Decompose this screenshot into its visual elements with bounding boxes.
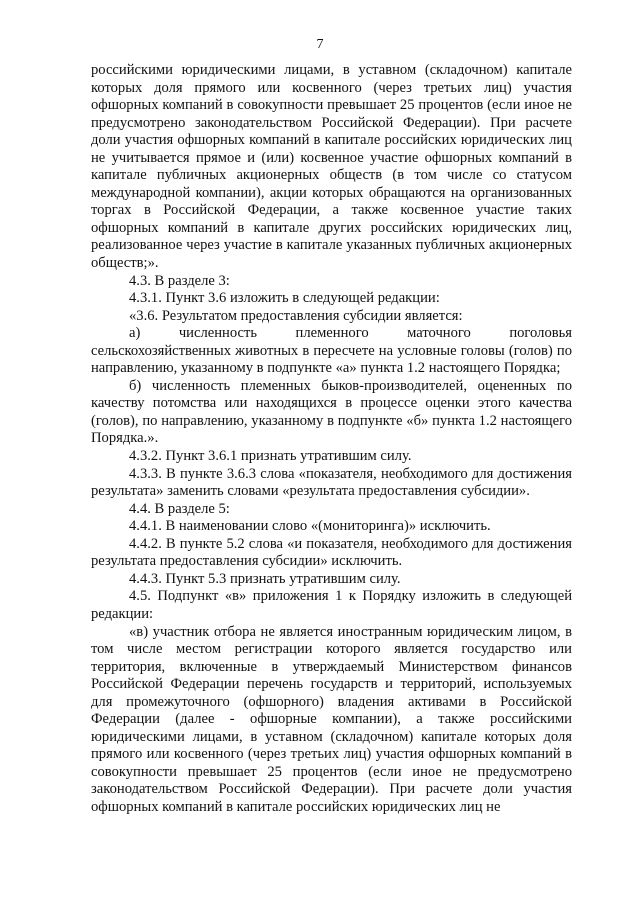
- paragraph: 4.3.3. В пункте 3.6.3 слова «показателя, необходимого для достижения результата» заменить словами «результата предоставления субсидии».: [91, 465, 572, 500]
- paragraph: 4.3. В разделе 3:: [129, 272, 230, 289]
- paragraph: б) численность племенных быков-производителей, оцененных по качеству потомства или находящихся в процессе оценки этого качества (голов), по направлению, указанному в подпункте «б» пункта 1.2 настоящего Порядка.».: [91, 377, 572, 447]
- paragraph: 4.4.1. В наименовании слово «(мониторинга)» исключить.: [129, 518, 491, 535]
- paragraph: 4.4.3. Пункт 5.3 признать утратившим силу.: [129, 570, 401, 587]
- paragraph: российскими юридическими лицами, в уставном (складочном) капитале которых доля прямого или косвенного (через третьих лиц) участия офшорных компаний в совокупности превышает 25 процентов (если иное не предусмотрено законодательством Российской Федерации). При расчете доли участия офшорных компаний в капитале российских юридических лиц не учитывается прямое и (или) косвенное участие офшорных компаний в капитале публичных акционерных обществ (в том числе со статусом международной компании), акции которых обращаются на организованных торгах в Российской Федерации, а также косвенное участие таких офшорных компаний в капитале других российских юридических лиц, реализованное через участие в капитале указанных публичных акционерных обществ;».: [91, 62, 572, 272]
- paragraph: а) численность племенного маточного поголовья сельскохозяйственных животных в пересчете на условные головы (голов) по направлению, указанному в подпункте «а» пункта 1.2 настоящего Порядка;: [91, 325, 572, 377]
- paragraph: «в) участник отбора не является иностранным юридическим лицом, в том числе местом регистрации которого является государство или территория, включенные в утверждаемый Министерством финансов Российской Федерации перечень государств и территорий, используемых для промежуточного (офшорного) владения активами в Российской Федерации (далее - офшорные компании), а также российскими юридическими лицами, в уставном (складочном) капитале которых доля прямого или косвенного (через третьих лиц) участия офшорных компаний в совокупности превышает 25 процентов (если иное не предусмотрено законодательством Российской Федерации). При расчете доли участия офшорных компаний в капитале российских юридических лиц не: [91, 623, 572, 815]
- paragraph: «3.6. Результатом предоставления субсидии является:: [129, 307, 463, 324]
- paragraph: 4.4.2. В пункте 5.2 слова «и показателя, необходимого для достижения результата предоставления субсидии» исключить.: [91, 535, 572, 570]
- paragraph: 4.4. В разделе 5:: [129, 500, 230, 517]
- page-number: 7: [316, 37, 324, 52]
- paragraph: 4.3.1. Пункт 3.6 изложить в следующей редакции:: [129, 290, 440, 307]
- paragraph: 4.3.2. Пункт 3.6.1 признать утратившим силу.: [129, 448, 412, 465]
- paragraph: 4.5. Подпункт «в» приложения 1 к Порядку изложить в следующей редакции:: [91, 588, 572, 622]
- document-body: [91, 62, 572, 817]
